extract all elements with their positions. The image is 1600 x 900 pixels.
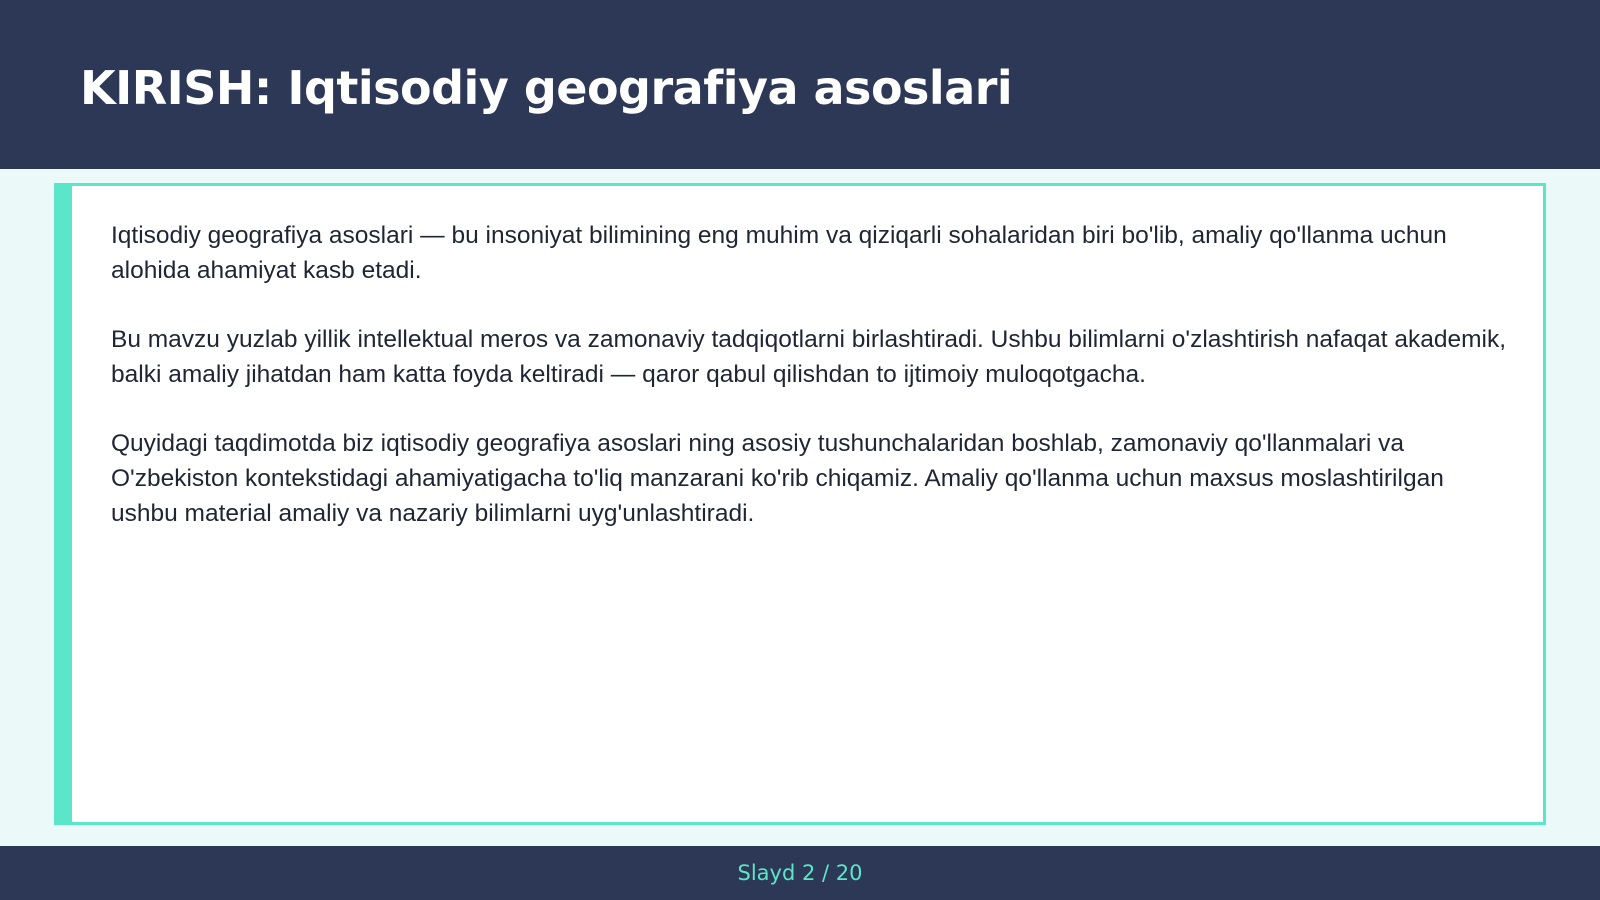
slide-footer bbox=[0, 846, 1600, 900]
content-card bbox=[54, 183, 1546, 825]
slide-counter: Slayd 2 / 20 bbox=[737, 861, 863, 885]
content-body bbox=[111, 218, 1511, 565]
paragraph-heritage: Bu mavzu yuzlab yillik intellektual meros va zamonaviy tadqiqotlarni birlashtiradi. Ushbu bilimlarni o'zlashtirish nafaqat akademik, balki amaliy jihatdan ham katta foyda keltiradi — qaror qabul qilishdan to ijtimoiy muloqotgacha. bbox=[111, 326, 1507, 388]
paragraph-overview: Quyidagi taqdimotda biz iqtisodiy geografiya asoslari ning asosiy tushunchalaridan boshlab, zamonaviy qo'llanmalari va O'zbekiston kontekstidagi ahamiyatigacha to'liq manzarani ko'rib chiqamiz. Amaliy qo'llanma uchun maxsus moslashtirilgan ushbu material amaliy va nazariy bilimlarni uyg'unlashtiradi. bbox=[111, 430, 1444, 527]
slide-title: KIRISH: Iqtisodiy geografiya asoslari bbox=[80, 61, 1013, 115]
paragraph-intro: Iqtisodiy geografiya asoslari — bu insoniyat bilimining eng muhim va qiziqarli sohalaridan biri bo'lib, amaliy qo'llanma uchun alohida ahamiyat kasb etadi. bbox=[111, 222, 1447, 284]
slide-header bbox=[0, 0, 1600, 169]
